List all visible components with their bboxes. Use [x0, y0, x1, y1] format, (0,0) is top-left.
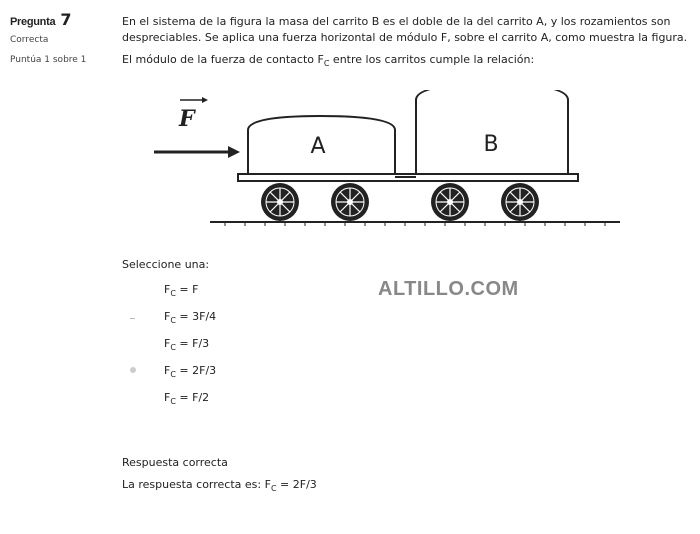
question-prompt: En el sistema de la figura la masa del carrito B es el doble de la del carrito A, y los rozamientos son despreciables. Se aplica una fuerza horizontal de módulo F, sobre el carrito A, como muestra la figura.	[122, 15, 688, 44]
feedback	[122, 452, 317, 500]
question-info	[10, 10, 110, 65]
option-1[interactable]	[130, 276, 330, 303]
option-4-radio[interactable]	[130, 367, 136, 373]
question-number: 7	[60, 10, 72, 29]
answer-options	[130, 276, 330, 411]
question-label: Pregunta	[10, 16, 56, 28]
option-2-text: $F_C = 3F/4$	[164, 310, 217, 325]
question-state: Correcta	[10, 35, 49, 45]
carts-figure	[150, 90, 630, 230]
force-label: F	[179, 106, 195, 132]
force-arrowhead	[228, 146, 240, 158]
option-1-text: $F_C = F$	[164, 283, 199, 298]
option-2-radio[interactable]	[130, 318, 135, 319]
option-3-text: $F_C = F/3$	[164, 337, 210, 352]
option-4-text: $F_C = 2F/3$	[164, 364, 217, 379]
option-2[interactable]	[130, 303, 330, 330]
question-subprompt	[122, 52, 692, 72]
cart-b-label: B	[483, 132, 499, 157]
subprompt-pre: El módulo de la fuerza de contacto F	[122, 53, 324, 66]
cart-a-label: A	[310, 134, 326, 159]
option-3[interactable]	[130, 330, 330, 357]
force-vector-arrowhead-top	[202, 97, 208, 103]
subprompt-sub: C	[323, 59, 330, 68]
question-grade: Puntúa 1 sobre 1	[10, 55, 87, 65]
question-text	[122, 14, 692, 72]
option-4[interactable]	[130, 357, 330, 384]
question-heading	[10, 10, 110, 29]
select-label: Seleccione una:	[122, 258, 210, 271]
wheel-3	[431, 183, 469, 221]
subprompt-post: entre los carritos cumple la relación:	[329, 53, 535, 66]
wheel-2	[331, 183, 369, 221]
wheel-4	[501, 183, 539, 221]
watermark: ALTILLO.COM	[378, 278, 519, 300]
option-5[interactable]	[130, 384, 330, 411]
feedback-status: Respuesta correcta	[122, 456, 228, 469]
wheel-1	[261, 183, 299, 221]
feedback-answer: La respuesta correcta es: $F_C = 2F/3$	[122, 478, 317, 493]
option-5-text: $F_C = F/2$	[164, 391, 210, 406]
